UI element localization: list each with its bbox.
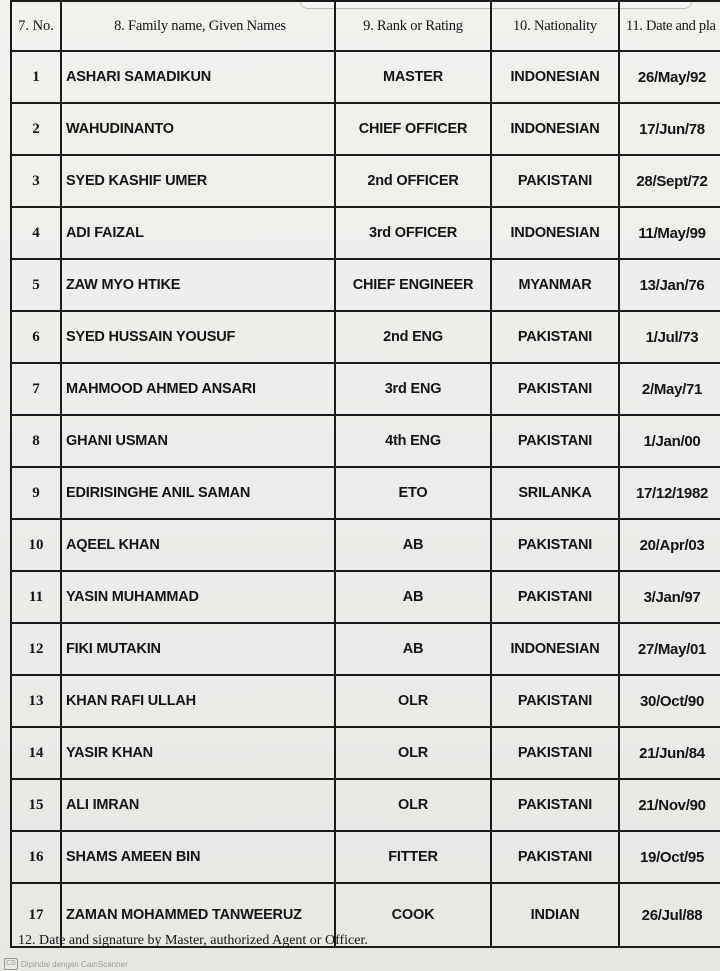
cell-date: 27/May/01 — [619, 623, 720, 675]
cell-nationality: PAKISTANI — [491, 519, 619, 571]
cell-name: SHAMS AMEEN BIN — [61, 831, 335, 883]
table-row — [11, 779, 720, 831]
table-row — [11, 519, 720, 571]
cell-name: GHANI USMAN — [61, 415, 335, 467]
header-rank: 9. Rank or Rating — [335, 1, 491, 51]
cell-nationality: PAKISTANI — [491, 311, 619, 363]
cell-date: 1/Jul/73 — [619, 311, 720, 363]
cell-name: WAHUDINANTO — [61, 103, 335, 155]
table-row — [11, 259, 720, 311]
cell-date: 28/Sept/72 — [619, 155, 720, 207]
cell-rank: AB — [335, 623, 491, 675]
cell-rank: ETO — [335, 467, 491, 519]
cell-date: 30/Oct/90 — [619, 675, 720, 727]
cell-date: 21/Nov/90 — [619, 779, 720, 831]
cell-nationality: SRILANKA — [491, 467, 619, 519]
cell-name: ZAW MYO HTIKE — [61, 259, 335, 311]
cell-no: 11 — [11, 571, 61, 623]
cell-name: SYED HUSSAIN YOUSUF — [61, 311, 335, 363]
header-nationality: 10. Nationality — [491, 1, 619, 51]
table-row — [11, 623, 720, 675]
cell-rank: 2nd OFFICER — [335, 155, 491, 207]
cell-no: 5 — [11, 259, 61, 311]
cell-nationality: PAKISTANI — [491, 571, 619, 623]
cell-nationality: INDIAN — [491, 883, 619, 947]
table-row — [11, 207, 720, 259]
header-date: 11. Date and pla — [619, 1, 720, 51]
cell-no: 4 — [11, 207, 61, 259]
cell-no: 12 — [11, 623, 61, 675]
cell-date: 1/Jan/00 — [619, 415, 720, 467]
cell-no: 13 — [11, 675, 61, 727]
table-row — [11, 363, 720, 415]
cell-rank: OLR — [335, 675, 491, 727]
cell-date: 3/Jan/97 — [619, 571, 720, 623]
table-row — [11, 571, 720, 623]
cell-nationality: INDONESIAN — [491, 103, 619, 155]
cell-name: ASHARI SAMADIKUN — [61, 51, 335, 103]
cell-nationality: PAKISTANI — [491, 675, 619, 727]
cell-date: 19/Oct/95 — [619, 831, 720, 883]
footer-signature-label: 12. Date and signature by Master, authorized Agent or Officer. — [18, 933, 368, 948]
cell-name: YASIN MUHAMMAD — [61, 571, 335, 623]
watermark-text: Dipindai dengan CamScanner — [21, 959, 128, 969]
cell-rank: FITTER — [335, 831, 491, 883]
cell-rank: 2nd ENG — [335, 311, 491, 363]
cell-rank: COOK — [335, 883, 491, 947]
cell-rank: 3rd OFFICER — [335, 207, 491, 259]
header-name: 8. Family name, Given Names — [61, 1, 335, 51]
cell-no: 16 — [11, 831, 61, 883]
cell-name: FIKI MUTAKIN — [61, 623, 335, 675]
cell-no: 9 — [11, 467, 61, 519]
cell-rank: AB — [335, 519, 491, 571]
cell-name: KHAN RAFI ULLAH — [61, 675, 335, 727]
cell-nationality: PAKISTANI — [491, 155, 619, 207]
cell-name: SYED KASHIF UMER — [61, 155, 335, 207]
cell-no: 15 — [11, 779, 61, 831]
cell-date: 21/Jun/84 — [619, 727, 720, 779]
cell-date: 17/Jun/78 — [619, 103, 720, 155]
cell-date: 17/12/1982 — [619, 467, 720, 519]
cell-no: 7 — [11, 363, 61, 415]
table-row — [11, 311, 720, 363]
table-header-row — [11, 1, 720, 51]
cell-name: ZAMAN MOHAMMED TANWEERUZ — [61, 883, 335, 947]
cell-nationality: PAKISTANI — [491, 727, 619, 779]
cell-no: 8 — [11, 415, 61, 467]
cell-name: ADI FAIZAL — [61, 207, 335, 259]
crew-list-table — [10, 0, 720, 948]
cell-no: 14 — [11, 727, 61, 779]
table-row — [11, 51, 720, 103]
cell-rank: MASTER — [335, 51, 491, 103]
cell-name: MAHMOOD AHMED ANSARI — [61, 363, 335, 415]
scanner-watermark — [4, 958, 128, 970]
cell-name: YASIR KHAN — [61, 727, 335, 779]
header-no: 7. No. — [11, 1, 61, 51]
cell-date: 26/Jul/88 — [619, 883, 720, 947]
cell-name: AQEEL KHAN — [61, 519, 335, 571]
cell-no: 17 — [11, 883, 61, 947]
cell-rank: OLR — [335, 779, 491, 831]
table-row — [11, 467, 720, 519]
cell-date: 2/May/71 — [619, 363, 720, 415]
cell-nationality: MYANMAR — [491, 259, 619, 311]
cell-rank: OLR — [335, 727, 491, 779]
table-row — [11, 727, 720, 779]
cell-rank: AB — [335, 571, 491, 623]
cell-nationality: PAKISTANI — [491, 363, 619, 415]
cell-nationality: PAKISTANI — [491, 415, 619, 467]
cell-no: 1 — [11, 51, 61, 103]
cell-no: 3 — [11, 155, 61, 207]
cell-date: 26/May/92 — [619, 51, 720, 103]
cell-rank: 4th ENG — [335, 415, 491, 467]
table-row — [11, 103, 720, 155]
cell-date: 20/Apr/03 — [619, 519, 720, 571]
cell-nationality: INDONESIAN — [491, 623, 619, 675]
cell-name: ALI IMRAN — [61, 779, 335, 831]
table-row — [11, 415, 720, 467]
cell-no: 2 — [11, 103, 61, 155]
camscanner-logo-icon: CS — [4, 958, 18, 970]
cell-rank: 3rd ENG — [335, 363, 491, 415]
cell-date: 13/Jan/76 — [619, 259, 720, 311]
cell-no: 10 — [11, 519, 61, 571]
cell-date: 11/May/99 — [619, 207, 720, 259]
cell-nationality: INDONESIAN — [491, 51, 619, 103]
cell-rank: CHIEF ENGINEER — [335, 259, 491, 311]
cell-name: EDIRISINGHE ANIL SAMAN — [61, 467, 335, 519]
cell-nationality: INDONESIAN — [491, 207, 619, 259]
table-row — [11, 675, 720, 727]
cell-nationality: PAKISTANI — [491, 779, 619, 831]
table-row — [11, 831, 720, 883]
cell-rank: CHIEF OFFICER — [335, 103, 491, 155]
table-row — [11, 155, 720, 207]
cell-no: 6 — [11, 311, 61, 363]
cell-nationality: PAKISTANI — [491, 831, 619, 883]
